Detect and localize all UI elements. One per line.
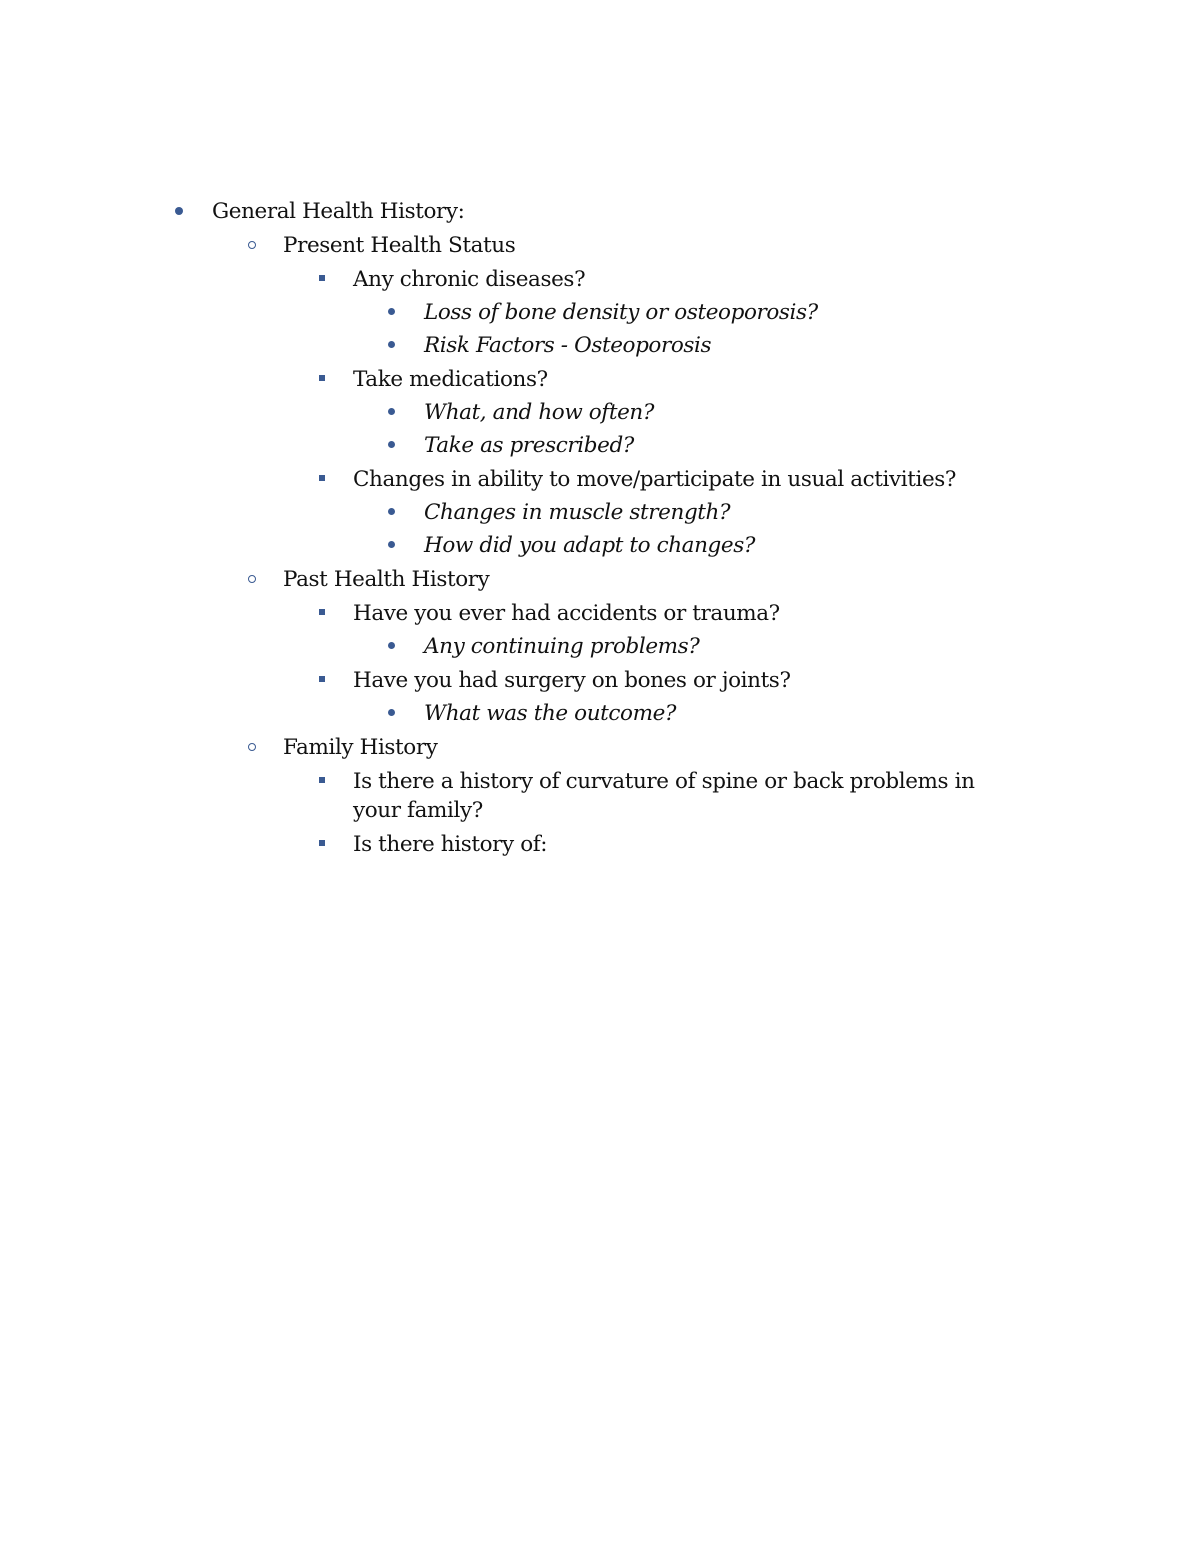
list-item-what-how-often: What, and how often? [0, 398, 1200, 427]
list-item-continuing-problems: Any continuing problems? [0, 632, 1200, 661]
list-item-general-health-history: General Health History: [0, 197, 1200, 226]
hollow-circle-bullet-icon [248, 733, 256, 762]
list-item-outcome: What was the outcome? [0, 699, 1200, 728]
list-item-history-of: Is there history of: [0, 830, 1023, 859]
list-item-curvature-of-spine: Is there a history of curvature of spine or back problems in your family? [0, 767, 1023, 825]
list-item-bone-density: Loss of bone density or osteoporosis? [0, 298, 1200, 327]
list-item-past-health-history: Past Health History [0, 565, 1200, 594]
list-item-muscle-strength: Changes in muscle strength? [0, 498, 1200, 527]
square-bullet-icon [319, 599, 325, 628]
square-bullet-icon [319, 265, 325, 294]
hollow-circle-bullet-icon [248, 231, 256, 260]
list-item-adapt-to-changes: How did you adapt to changes? [0, 531, 1200, 560]
square-bullet-icon [319, 666, 325, 695]
square-bullet-icon [319, 767, 325, 796]
filled-bullet-icon [388, 431, 395, 460]
square-bullet-icon [319, 365, 325, 394]
list-item-changes-in-ability: Changes in ability to move/participate in usual activities? [0, 465, 1023, 494]
health-history-outline [0, 195, 1200, 859]
list-item-family-history: Family History [0, 733, 1200, 762]
square-bullet-icon [319, 830, 325, 859]
list-item-take-as-prescribed: Take as prescribed? [0, 431, 1200, 460]
filled-bullet-icon [388, 398, 395, 427]
filled-bullet-icon [388, 331, 395, 360]
hollow-circle-bullet-icon [248, 565, 256, 594]
filled-bullet-icon [388, 531, 395, 560]
filled-bullet-icon [175, 197, 183, 226]
filled-bullet-icon [388, 632, 395, 661]
square-bullet-icon [319, 465, 325, 494]
list-item-take-medications: Take medications? [0, 365, 1023, 394]
filled-bullet-icon [388, 298, 395, 327]
list-item-surgery-bones-joints: Have you had surgery on bones or joints? [0, 666, 1023, 695]
list-item-risk-factors: Risk Factors - Osteoporosis [0, 331, 1200, 360]
filled-bullet-icon [388, 498, 395, 527]
list-item-chronic-diseases: Any chronic diseases? [0, 265, 1023, 294]
list-item-present-health-status: Present Health Status [0, 231, 1200, 260]
list-item-accidents-trauma: Have you ever had accidents or trauma? [0, 599, 1023, 628]
filled-bullet-icon [388, 699, 395, 728]
